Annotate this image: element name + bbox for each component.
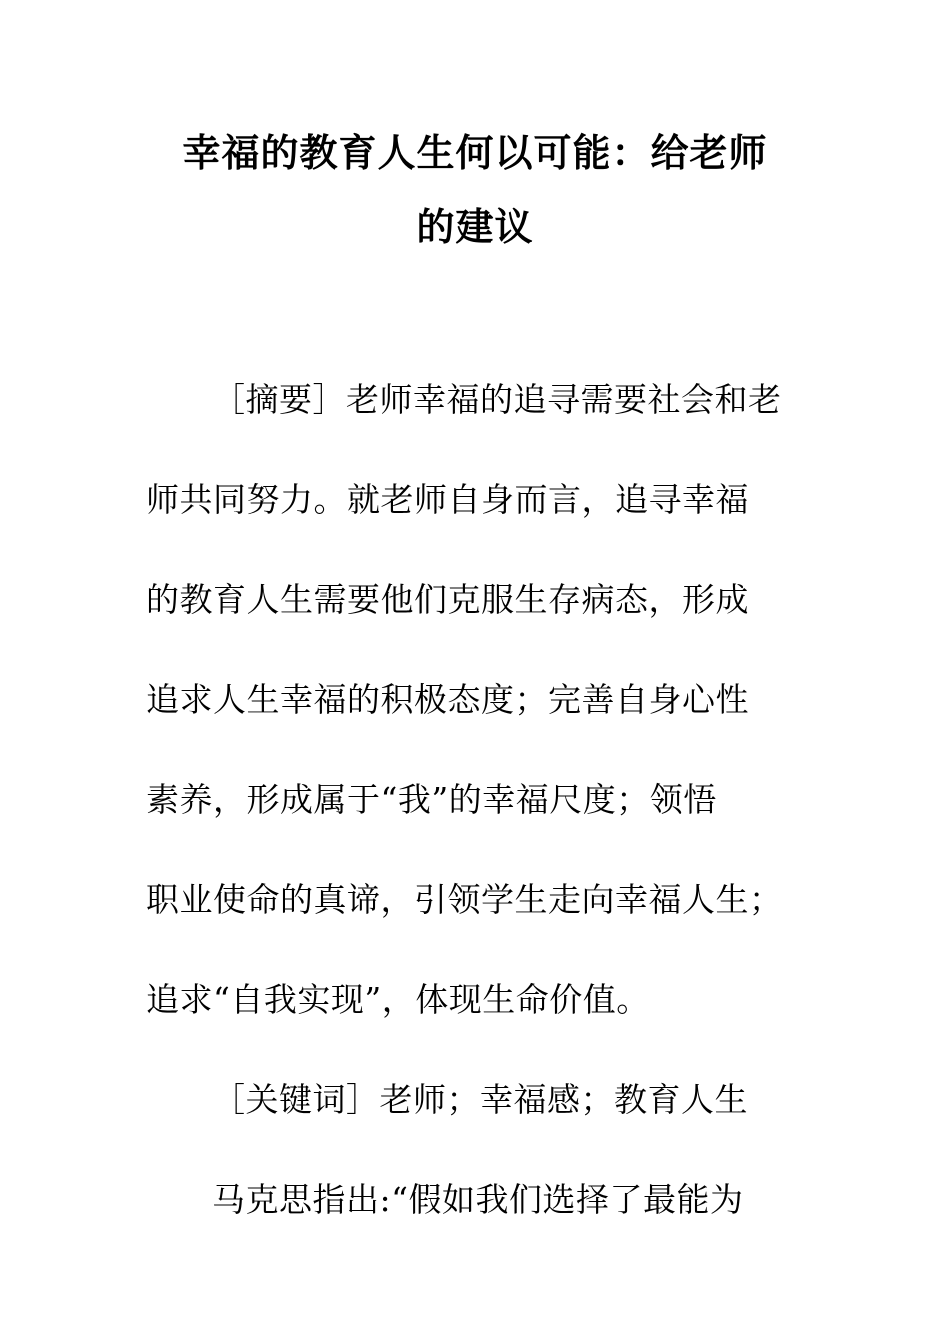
document-title-line-2: 的建议 <box>416 204 534 249</box>
body-paragraph-line-1: 马克思指出:“假如我们选择了最能为 <box>212 1180 744 1219</box>
abstract-line-3: 的教育人生需要他们克服生存病态，形成 <box>146 580 749 619</box>
abstract-line-7: 追求“自我实现”，体现生命价值。 <box>146 980 650 1019</box>
abstract-line-4: 追求人生幸福的积极态度；完善自身心性 <box>146 680 749 719</box>
abstract-line-1: ［摘要］老师幸福的追寻需要社会和老 <box>212 380 782 419</box>
abstract-line-2: 师共同努力。就老师自身而言，追寻幸福 <box>146 480 749 519</box>
abstract-line-5: 素养，形成属于“我”的幸福尺度；领悟 <box>146 780 717 819</box>
document-title-line-1: 幸福的教育人生何以可能：给老师 <box>182 130 768 175</box>
keywords-line: ［关键词］老师；幸福感；教育人生 <box>212 1080 748 1119</box>
abstract-line-6: 职业使命的真谛，引领学生走向幸福人生； <box>146 880 783 919</box>
